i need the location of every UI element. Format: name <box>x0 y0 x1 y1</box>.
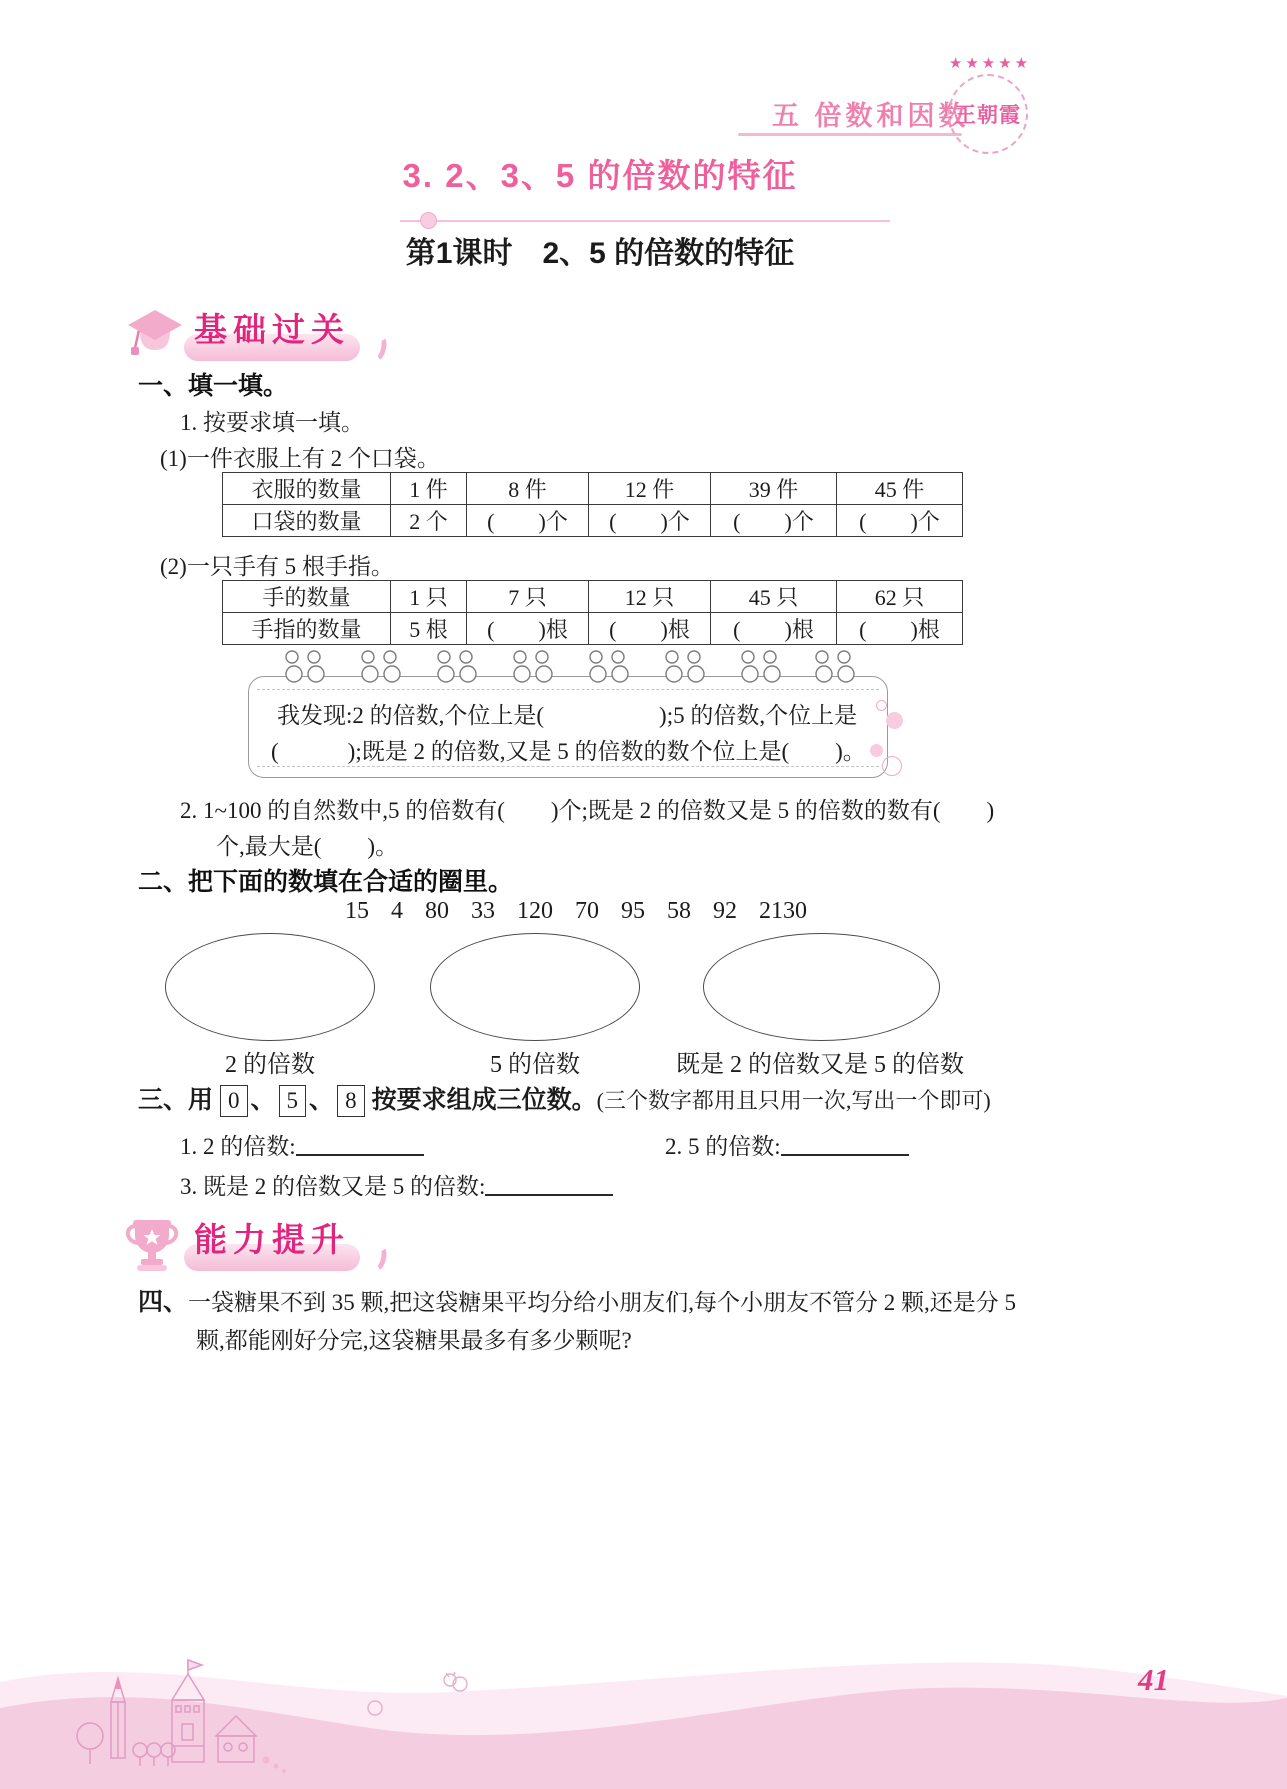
q1-step2-line1: 2. 1~100 的自然数中,5 的倍数有( )个;既是 2 的倍数又是 5 的倍数的数有( ) <box>180 798 995 823</box>
q1-heading: 一、填一填。 <box>138 372 289 400</box>
enumeration-comma: 、 <box>309 1086 335 1114</box>
stamp-circle <box>948 74 1028 154</box>
table-clothes <box>222 472 963 537</box>
session-title: 第1课时 2、5 的倍数的特征 <box>405 237 795 270</box>
answer-blank <box>485 1176 613 1196</box>
q3-marker: 三、 <box>138 1086 189 1114</box>
table-cell: ( )个 <box>589 505 711 537</box>
enumeration-comma: 、 <box>250 1086 276 1114</box>
trophy-icon <box>124 1216 180 1274</box>
badge-basic-label: 基础过关 <box>194 311 350 348</box>
table-cell: 7 只 <box>467 581 589 613</box>
publisher-stamp <box>936 58 1040 154</box>
table-cell: 12 只 <box>589 581 711 613</box>
oval-label-5: 5 的倍数 <box>490 1052 580 1078</box>
table-row <box>223 473 963 505</box>
table-cell: 45 只 <box>711 581 837 613</box>
badge-basic <box>128 306 398 368</box>
q3-item1-label: 1. 2 的倍数: <box>180 1134 296 1159</box>
table-cell: ( )根 <box>467 613 589 645</box>
q2-numbers: 15 4 80 33 120 70 95 58 92 2130 <box>345 898 807 924</box>
lesson-title: 3. 2、3、5 的倍数的特征 <box>402 157 798 194</box>
table-cell: 手的数量 <box>223 581 391 613</box>
bubble-icon <box>886 712 903 729</box>
table-cell: ( )根 <box>837 613 963 645</box>
table-row <box>223 505 963 537</box>
table-cell: 12 件 <box>589 473 711 505</box>
table-hands <box>222 580 963 645</box>
table-cell: ( )个 <box>711 505 837 537</box>
q1-part1: (1)一件衣服上有 2 个口袋。 <box>160 446 440 471</box>
binder-rings-icon <box>262 648 882 692</box>
digit-box-8: 8 <box>337 1085 365 1117</box>
stamp-stars-icon: ★★★★★ <box>948 56 1032 72</box>
table-cell: ( )根 <box>589 613 711 645</box>
title-dot-icon <box>420 212 437 229</box>
q2-heading: 二、把下面的数填在合适的圈里。 <box>138 868 514 896</box>
digit-box-0: 0 <box>220 1085 248 1117</box>
q3-item2 <box>665 1128 909 1161</box>
unit-header: 五 倍数和因数 <box>772 101 970 131</box>
table-cell: 5 根 <box>391 613 467 645</box>
table-row <box>223 581 963 613</box>
page-number: 41 <box>1138 1662 1169 1697</box>
q3-note: (三个数字都用且只用一次,写出一个即可) <box>596 1088 991 1113</box>
q3-item3 <box>180 1168 613 1201</box>
q3-heading <box>138 1080 1178 1117</box>
q1-part2: (2)一只手有 5 根手指。 <box>160 554 394 579</box>
oval-multiples-of-both <box>703 933 940 1041</box>
table-cell: ( )根 <box>711 613 837 645</box>
title-underline <box>400 220 890 222</box>
badge-tail-icon <box>367 1242 389 1273</box>
q3-item3-label: 3. 既是 2 的倍数又是 5 的倍数: <box>180 1174 486 1199</box>
q3-item1 <box>180 1128 424 1161</box>
badge-advanced <box>128 1216 398 1278</box>
q1-step2-line2: 个,最大是( )。 <box>216 834 399 859</box>
oval-multiples-of-2 <box>165 933 375 1041</box>
discovery-line2: ( );既是 2 的倍数,又是 5 的倍数的数个位上是( )。 <box>271 739 866 764</box>
table-cell: ( )个 <box>467 505 589 537</box>
q3-lead: 用 <box>188 1086 214 1114</box>
notebook-rule <box>257 766 879 767</box>
oval-label-both: 既是 2 的倍数又是 5 的倍数 <box>676 1052 964 1078</box>
oval-multiples-of-5 <box>430 933 640 1041</box>
table-cell: ( )个 <box>837 505 963 537</box>
q1-step1: 1. 按要求填一填。 <box>180 410 364 435</box>
discovery-line1: 我发现:2 的倍数,个位上是( );5 的倍数,个位上是 <box>277 703 858 728</box>
q3-tail: 按要求组成三位数。 <box>371 1086 597 1114</box>
stamp-name: 王朝霞 <box>955 103 1021 127</box>
q4-marker: 四、 <box>138 1288 189 1316</box>
bubble-icon <box>870 744 883 757</box>
bubble-icon <box>876 700 887 711</box>
badge-advanced-label: 能力提升 <box>194 1221 350 1258</box>
answer-blank <box>296 1136 424 1156</box>
digit-box-5: 5 <box>279 1085 307 1117</box>
snail-icon <box>365 1698 385 1718</box>
q3-item2-label: 2. 5 的倍数: <box>665 1134 781 1159</box>
q4-line2: 颗,都能刚好分完,这袋糖果最多有多少颗呢? <box>196 1328 632 1353</box>
table-cell: 衣服的数量 <box>223 473 391 505</box>
graduation-cap-icon <box>124 306 186 364</box>
castle-illustration <box>70 1648 370 1778</box>
table-row <box>223 613 963 645</box>
table-cell: 62 只 <box>837 581 963 613</box>
unit-underline <box>738 133 962 136</box>
table-cell: 45 件 <box>837 473 963 505</box>
table-cell: 2 个 <box>391 505 467 537</box>
badge-tail-icon <box>367 332 389 363</box>
oval-label-2: 2 的倍数 <box>225 1052 315 1078</box>
q4-text-line1: 一袋糖果不到 35 颗,把这袋糖果平均分给小朋友们,每个小朋友不管分 2 颗,还是分 5 <box>188 1290 1017 1315</box>
bubble-icon <box>882 756 902 776</box>
answer-blank <box>781 1136 909 1156</box>
table-cell: 39 件 <box>711 473 837 505</box>
table-cell: 1 件 <box>391 473 467 505</box>
q4-line1 <box>138 1282 1188 1318</box>
butterfly-icon <box>440 1668 470 1698</box>
table-cell: 8 件 <box>467 473 589 505</box>
table-cell: 口袋的数量 <box>223 505 391 537</box>
table-cell: 手指的数量 <box>223 613 391 645</box>
table-cell: 1 只 <box>391 581 467 613</box>
